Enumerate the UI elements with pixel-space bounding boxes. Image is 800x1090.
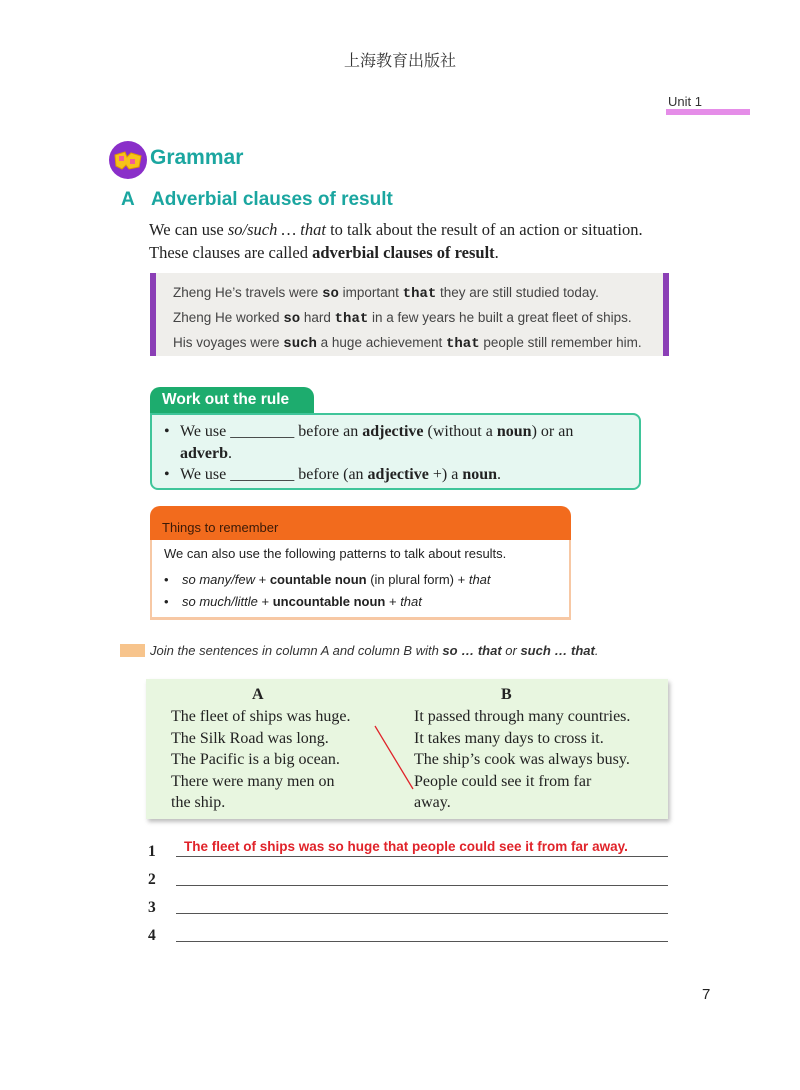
publisher-name: 上海教育出版社 [343,51,456,70]
column-b-item: away. [414,794,451,811]
answer-line[interactable] [176,885,668,886]
example-sentence: His voyages were such a huge achievement that people still remember him. [173,335,642,352]
section-title: Grammar [150,146,244,169]
answer-line[interactable] [176,913,668,914]
grammar-puzzle-icon [108,140,148,180]
matching-exercise-box [146,679,668,819]
column-b-item: People could see it from far [414,773,592,790]
remember-item: • so many/few + countable noun (in plural form) + that [164,572,491,587]
column-b-item: It passed through many countries. [414,708,631,725]
rule-item: • We use ________ before (an adjective +) a noun. [164,466,502,483]
column-b-item: It takes many days to cross it. [414,730,604,747]
example-sentences-box [150,273,669,356]
column-a-item: The fleet of ships was huge. [171,708,351,725]
page-number: 7 [702,986,711,1003]
unit-bar [666,109,750,115]
things-to-remember-header: Things to remember [150,506,571,540]
column-a-item: The Pacific is a big ocean. [171,751,340,768]
answer-number: 3 [148,899,156,916]
answer-number: 4 [148,927,156,944]
column-a-item: the ship. [171,794,226,811]
remember-intro: We can also use the following patterns to talk about results. [164,546,507,561]
column-a-heading: A [252,686,264,703]
work-out-rule-tab: Work out the rule [150,387,314,415]
instruction-marker [120,644,145,657]
answer-number: 1 [148,843,156,860]
subsection-letter: A [121,189,135,210]
match-line [146,679,668,819]
column-a-item: The Silk Road was long. [171,730,329,747]
exercise-instruction: Join the sentences in column A and column B with so … that or such … that. [150,643,599,658]
unit-label: Unit 1 [668,94,702,109]
subsection-title: Adverbial clauses of result [151,189,393,210]
answer-line[interactable] [176,941,668,942]
column-a-item: There were many men on [171,773,335,790]
column-b-item: The ship’s cook was always busy. [414,751,630,768]
example-sentence: Zheng He worked so hard that in a few years he built a great fleet of ships. [173,310,632,327]
rule-item: • We use ________ before an adjective (without a noun) or an adverb. [164,423,574,462]
answer-line[interactable] [176,856,668,857]
column-b-heading: B [501,686,512,703]
things-to-remember-box [150,540,571,620]
example-sentence: Zheng He’s travels were so important that they are still studied today. [173,285,599,302]
intro-paragraph: We can use so/such … that to talk about the result of an action or situation. These clauses are called adverbial clauses of result. [149,220,643,262]
handwritten-answer: The fleet of ships was so huge that people could see it from far away. [184,839,628,854]
work-out-rule-box [150,413,641,490]
remember-item: • so much/little + uncountable noun + that [164,594,422,609]
answer-number: 2 [148,871,156,888]
